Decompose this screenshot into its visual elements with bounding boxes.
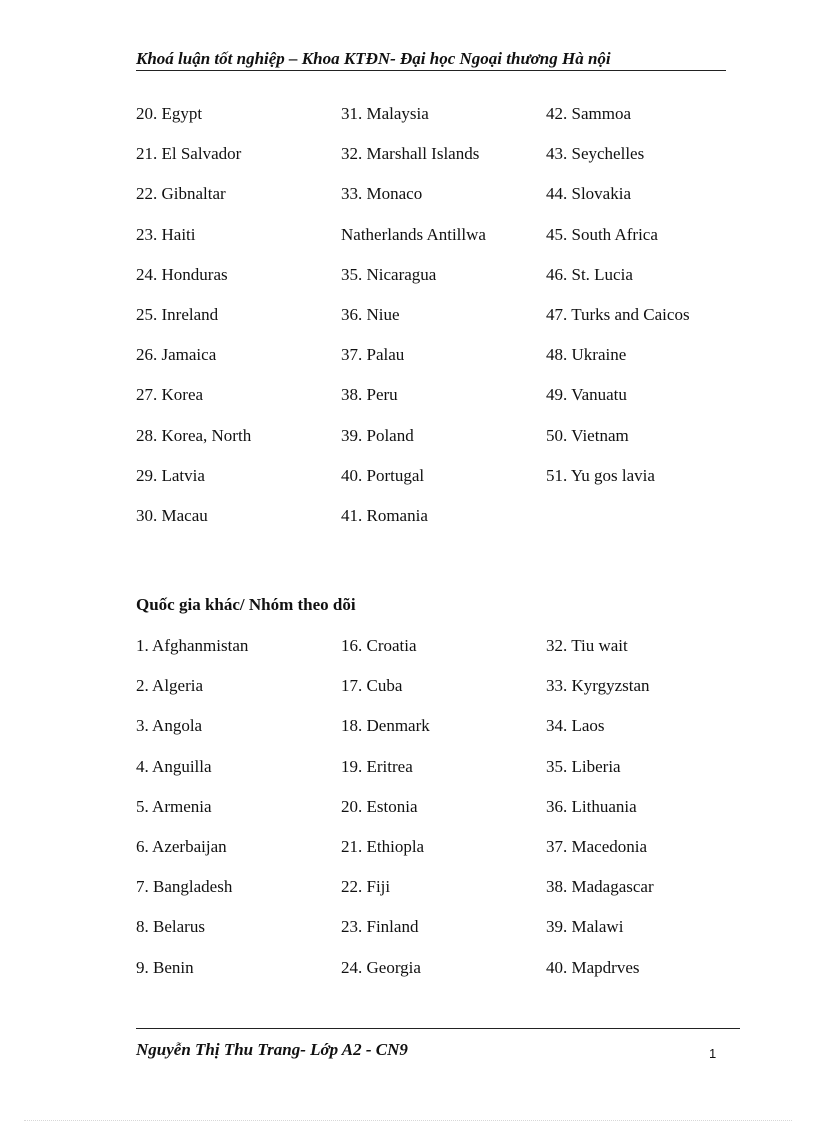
list-row bbox=[136, 225, 756, 265]
list-row bbox=[136, 917, 756, 957]
list-item: 36. Lithuania bbox=[546, 796, 637, 816]
list-item: 32. Tiu wait bbox=[546, 636, 628, 655]
list-item: 35. Liberia bbox=[546, 756, 621, 776]
list-item: 27. Korea bbox=[136, 385, 204, 405]
list-item: 37. Macedonia bbox=[546, 836, 648, 856]
list-item: 30. Macau bbox=[136, 505, 208, 525]
list-row bbox=[136, 265, 756, 305]
list-item: 31. Malaysia bbox=[341, 104, 429, 123]
header-title: Khoá luận tốt nghiệp – Khoa KTĐN- Đại học Ngoại thương Hà nội bbox=[136, 49, 611, 68]
list-item: 5. Armenia bbox=[136, 796, 212, 816]
list-item: 21. El Salvador bbox=[136, 144, 242, 164]
list-item: 33. Monaco bbox=[341, 184, 423, 204]
list-item: 9. Benin bbox=[136, 957, 194, 977]
list-item: 45. South Africa bbox=[546, 224, 658, 244]
list-item: 37. Palau bbox=[341, 345, 405, 365]
list-row bbox=[136, 676, 756, 716]
list-row bbox=[136, 345, 756, 385]
page-header bbox=[136, 48, 726, 71]
list-item: 34. Laos bbox=[546, 716, 605, 736]
list-item: 43. Seychelles bbox=[546, 144, 645, 164]
list-item: 20. Egypt bbox=[136, 104, 203, 123]
list-item: 36. Niue bbox=[341, 304, 400, 324]
page-number: 1 bbox=[709, 1046, 717, 1061]
list-item: 40. Portugal bbox=[341, 465, 425, 485]
list-row bbox=[136, 184, 756, 224]
list-item: 23. Finland bbox=[341, 917, 419, 937]
list-item: 18. Denmark bbox=[341, 716, 430, 736]
list-row bbox=[136, 305, 756, 345]
list-item: 39. Malawi bbox=[546, 917, 624, 937]
list-item: 38. Madagascar bbox=[546, 877, 654, 897]
list-item: 35. Nicaragua bbox=[341, 264, 437, 284]
list-item: 26. Jamaica bbox=[136, 345, 217, 365]
list-row bbox=[136, 797, 756, 837]
list-item: 19. Eritrea bbox=[341, 756, 413, 776]
list-item: 7. Bangladesh bbox=[136, 877, 233, 897]
list-item: 1. Afghanmistan bbox=[136, 636, 249, 655]
list-item: 23. Haiti bbox=[136, 224, 196, 244]
list-item: 29. Latvia bbox=[136, 465, 205, 485]
section-heading: Quốc gia khác/ Nhóm theo dõi bbox=[136, 595, 356, 614]
list-item: 51. Yu gos lavia bbox=[546, 465, 655, 485]
list-item: 16. Croatia bbox=[341, 636, 417, 655]
list-row bbox=[136, 466, 756, 506]
list-item: 39. Poland bbox=[341, 425, 414, 445]
list-item: 50. Vietnam bbox=[546, 425, 629, 445]
list-item: Natherlands Antillwa bbox=[341, 224, 486, 244]
list-row bbox=[136, 636, 756, 676]
list-item: 20. Estonia bbox=[341, 796, 418, 816]
list-item: 41. Romania bbox=[341, 505, 428, 525]
list-item: 21. Ethiopla bbox=[341, 836, 425, 856]
list-row bbox=[136, 426, 756, 466]
list-item: 6. Azerbaijan bbox=[136, 836, 227, 856]
list-row bbox=[136, 716, 756, 756]
list-item: 22. Fiji bbox=[341, 877, 391, 897]
list-item: 28. Korea, North bbox=[136, 425, 252, 445]
list-row bbox=[136, 837, 756, 877]
list-item: 38. Peru bbox=[341, 385, 398, 405]
list-item: 46. St. Lucia bbox=[546, 264, 633, 284]
list-item: 44. Slovakia bbox=[546, 184, 631, 204]
list-item: 33. Kyrgyzstan bbox=[546, 676, 650, 696]
list-row bbox=[136, 958, 756, 998]
list-row bbox=[136, 144, 756, 184]
list-item: 32. Marshall Islands bbox=[341, 144, 480, 164]
list-row bbox=[136, 757, 756, 797]
list-item: 3. Angola bbox=[136, 716, 203, 736]
list-item: 42. Sammoa bbox=[546, 104, 631, 123]
list-row bbox=[136, 104, 756, 144]
list-item: 8. Belarus bbox=[136, 917, 205, 937]
list-item: 22. Gibnaltar bbox=[136, 184, 226, 204]
list-row bbox=[136, 877, 756, 917]
list-row bbox=[136, 506, 756, 546]
list-item: 17. Cuba bbox=[341, 676, 403, 696]
list-item: 2. Algeria bbox=[136, 676, 204, 696]
list-item: 49. Vanuatu bbox=[546, 385, 627, 405]
list-row bbox=[136, 385, 756, 425]
footer-author: Nguyễn Thị Thu Trang- Lớp A2 - CN9 bbox=[136, 1040, 408, 1059]
country-list-other bbox=[136, 636, 756, 998]
list-item: 48. Ukraine bbox=[546, 345, 627, 365]
list-item: 25. Inreland bbox=[136, 304, 219, 324]
list-item: 47. Turks and Caicos bbox=[546, 304, 690, 324]
country-list-top bbox=[136, 104, 756, 546]
page-edge bbox=[24, 1120, 792, 1121]
list-item: 4. Anguilla bbox=[136, 756, 212, 776]
footer-divider bbox=[136, 1028, 740, 1029]
list-item: 24. Georgia bbox=[341, 957, 421, 977]
list-item: 24. Honduras bbox=[136, 264, 228, 284]
list-item: 40. Mapdrves bbox=[546, 957, 640, 977]
